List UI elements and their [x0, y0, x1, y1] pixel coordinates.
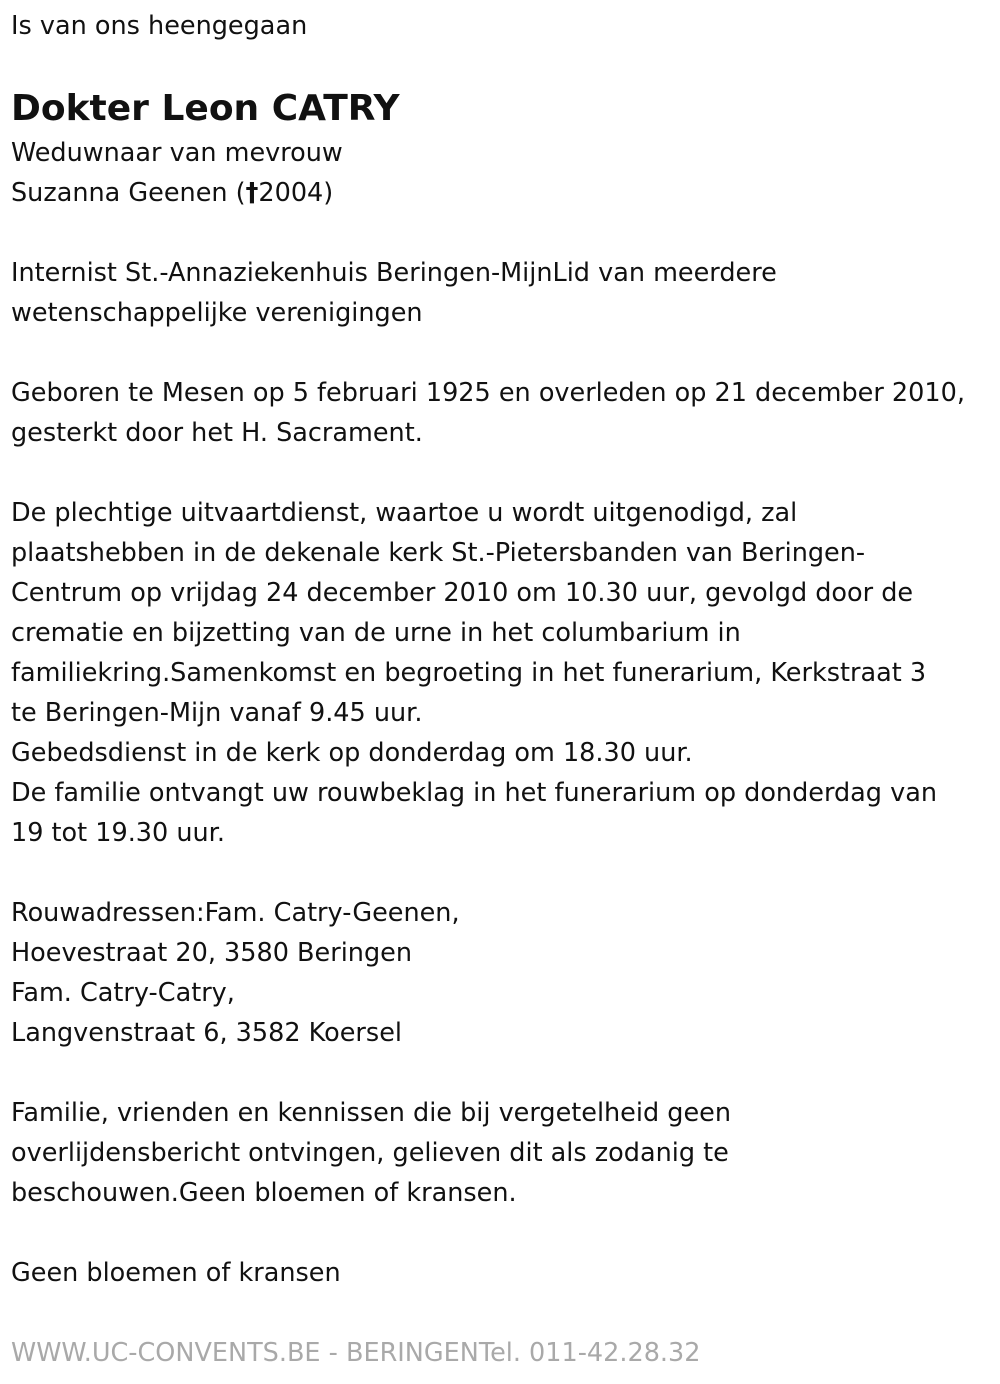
deceased-name: Dokter Leon CATRY [11, 88, 400, 129]
funeral-line: crematie en bijzetting van de urne in het columbarium in [11, 618, 741, 648]
funeral-line: familiekring.Samenkomst en begroeting in het funerarium, Kerkstraat 3 [11, 658, 927, 688]
funeral-line: De plechtige uitvaartdienst, waartoe u wordt uitgenodigd, zal [11, 498, 798, 528]
notice-line: Familie, vrienden en kennissen die bij vergetelheid geen [11, 1098, 731, 1128]
funeral-line: De familie ontvangt uw rouwbeklag in het funerarium op donderdag van [11, 778, 937, 808]
family-notice [11, 1093, 1000, 1213]
spacer [11, 333, 1000, 373]
spouse-death-year: 2004) [258, 178, 334, 208]
spacer [11, 213, 1000, 253]
address-line: Rouwadressen:Fam. Catry-Geenen, [11, 898, 460, 928]
spouse-line-2 [11, 173, 1000, 213]
footer-contact: WWW.UC-CONVENTS.BE - BERINGENTel. 011-42.28.32 [11, 1338, 701, 1368]
funeral-details [11, 493, 1000, 853]
notice-line: beschouwen.Geen bloemen of kransen. [11, 1178, 517, 1208]
profession-line-1: Internist St.-Annaziekenhuis Beringen-MijnLid van meerdere [11, 258, 777, 288]
spacer [11, 1053, 1000, 1093]
birth-death-line-1: Geboren te Mesen op 5 februari 1925 en overleden op 21 december 2010, [11, 378, 965, 408]
closing-text: Geen bloemen of kransen [11, 1258, 341, 1288]
intro-text: Is van ons heengegaan [11, 11, 308, 41]
address-line: Hoevestraat 20, 3580 Beringen [11, 938, 412, 968]
address-line: Fam. Catry-Catry, [11, 978, 235, 1008]
funeral-line: te Beringen-Mijn vanaf 9.45 uur. [11, 698, 423, 728]
funeral-line: plaatshebben in de dekenale kerk St.-Pietersbanden van Beringen- [11, 538, 866, 568]
address-line: Langvenstraat 6, 3582 Koersel [11, 1018, 402, 1048]
funeral-line: 19 tot 19.30 uur. [11, 818, 225, 848]
notice-line: overlijdensbericht ontvingen, gelieven dit als zodanig te [11, 1138, 729, 1168]
funeral-line: Centrum op vrijdag 24 december 2010 om 10.30 uur, gevolgd door de [11, 578, 914, 608]
funeral-line: Gebedsdienst in de kerk op donderdag om 18.30 uur. [11, 738, 693, 768]
mourning-addresses [11, 893, 1000, 1053]
profession-line-2: wetenschappelijke verenigingen [11, 298, 423, 328]
spouse-name: Suzanna Geenen ( [11, 178, 246, 208]
spacer [11, 1213, 1000, 1253]
spouse-line-1: Weduwnaar van mevrouw [11, 138, 343, 168]
spacer [11, 453, 1000, 493]
birth-death-line-2: gesterkt door het H. Sacrament. [11, 418, 423, 448]
spacer [11, 853, 1000, 893]
cross-icon: † [245, 178, 259, 208]
